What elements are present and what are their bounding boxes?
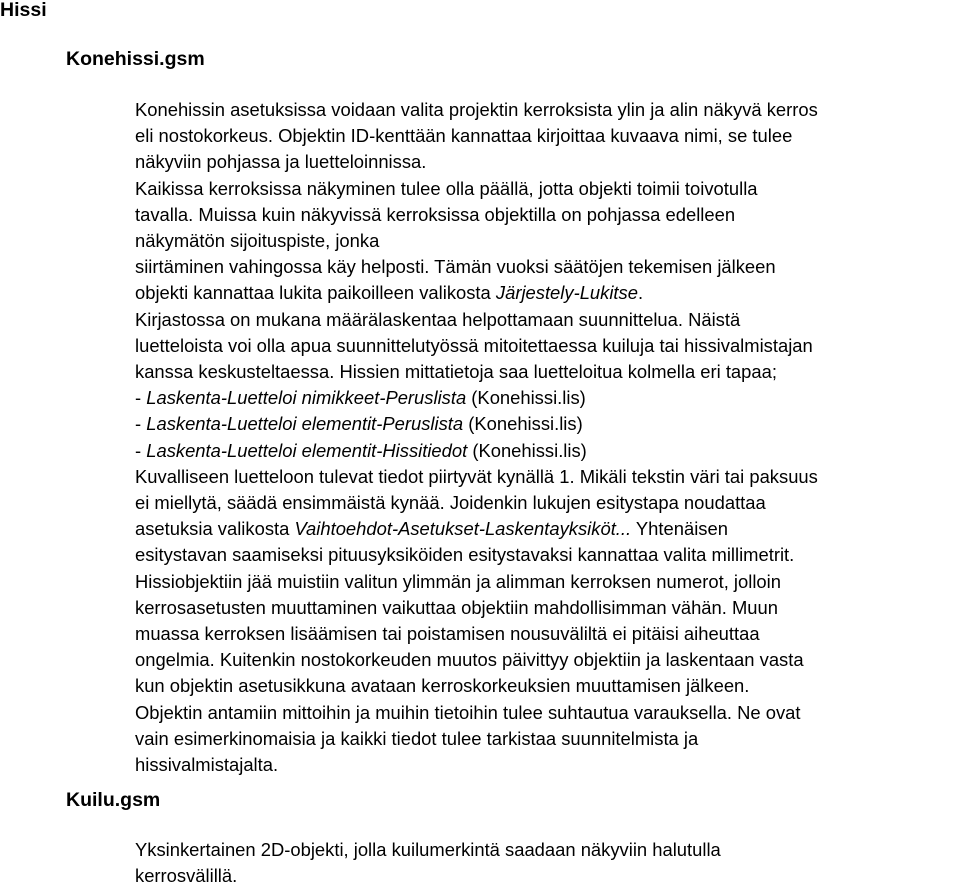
text-run: - — [135, 387, 147, 409]
text-run: objekti kannattaa lukita paikoilleen valikosta — [135, 282, 496, 304]
text-line — [135, 385, 957, 411]
text-line — [135, 700, 957, 726]
text-line — [135, 333, 957, 359]
section-body-konehissi — [135, 97, 957, 778]
text-line — [135, 647, 957, 673]
text-line — [135, 569, 957, 595]
text-line — [135, 516, 957, 542]
text-run: muassa kerroksen lisäämisen tai poistamisen nousuväliltä ei pitäisi aiheuttaa — [135, 623, 760, 645]
text-run: siirtäminen vahingossa käy helposti. Tämän vuoksi säätöjen tekemisen jälkeen — [135, 256, 776, 278]
text-run: ei miellytä, säädä ensimmäistä kynää. Joidenkin lukujen esitystapa noudattaa — [135, 492, 766, 514]
text-run: (Konehissi.lis) — [463, 413, 583, 435]
text-run: asetuksia valikosta — [135, 518, 295, 540]
text-run: Hissiobjektiin jää muistiin valitun ylimmän ja alimman kerroksen numerot, jolloin — [135, 570, 781, 592]
text-run: eli nostokorkeus. Objektin ID-kenttään kannattaa kirjoittaa kuvaava nimi, se tulee — [135, 125, 793, 147]
text-line — [135, 863, 957, 889]
text-line — [135, 621, 957, 647]
text-line — [135, 123, 957, 149]
text-line — [135, 228, 957, 254]
text-run: Kirjastossa on mukana määrälaskentaa helpottamaan suunnittelua. Näistä — [135, 308, 741, 330]
text-line — [135, 542, 957, 568]
text-line — [135, 254, 957, 280]
menu-path-text: Järjestely-Lukitse — [495, 282, 638, 304]
text-run: - — [135, 439, 147, 461]
text-line — [135, 149, 957, 175]
text-line — [135, 359, 957, 385]
text-run: kanssa keskusteltaessa. Hissien mittatietoja saa luetteloitua kolmella eri tapaa; — [135, 361, 777, 383]
menu-path-text: Laskenta-Luetteloi nimikkeet-Peruslista — [146, 387, 467, 409]
text-run: vain esimerkinomaisia ja kaikki tiedot tulee tarkistaa suunnitelmista ja — [135, 727, 699, 749]
text-line — [135, 464, 957, 490]
text-run: esitystavan saamiseksi pituusyksiköiden esitystavaksi kannattaa valita millimetrit. — [135, 544, 795, 566]
text-line — [135, 752, 957, 778]
text-line — [135, 837, 957, 863]
text-line — [135, 490, 957, 516]
text-run: ongelmia. Kuitenkin nostokorkeuden muutos päivittyy objektiin ja laskentaan vasta — [135, 649, 804, 671]
text-run: hissivalmistajalta. — [135, 754, 279, 776]
text-run: tavalla. Muissa kuin näkyvissä kerroksissa objektilla on pohjassa edelleen — [135, 203, 736, 225]
text-run: Kaikissa kerroksissa näkyminen tulee olla päällä, jotta objekti toimii toivotulla — [135, 177, 758, 199]
text-line — [135, 726, 957, 752]
text-run: kerrosasetusten muuttaminen vaikuttaa objektiin mahdollisimman vähän. Muun — [135, 596, 778, 618]
text-run: näkymätön sijoituspiste, jonka — [135, 230, 380, 252]
text-run: Konehissin asetuksissa voidaan valita projektin kerroksista ylin ja alin näkyvä kerros — [135, 99, 818, 120]
menu-path-text: Laskenta-Luetteloi elementit-Peruslista — [146, 413, 464, 435]
text-run: . — [637, 282, 644, 304]
section-title-kuilu: Kuilu.gsm — [66, 789, 161, 811]
text-run: Yksinkertainen 2D-objekti, jolla kuilumerkintä saadaan näkyviin halutulla — [135, 839, 721, 860]
text-run: kun objektin asetusikkuna avataan kerroskorkeuksien muuttamisen jälkeen. — [135, 675, 750, 697]
text-run: (Konehissi.lis) — [467, 439, 587, 461]
text-run: luetteloista voi olla apua suunnittelutyössä mitoitettaessa kuiluja tai hissivalmistajan — [135, 334, 813, 356]
text-run: kerrosvälillä. — [135, 865, 238, 887]
text-run: Kuvalliseen luetteloon tulevat tiedot piirtyvät kynällä 1. Mikäli tekstin väri tai paksuus — [135, 465, 818, 487]
text-line — [135, 411, 957, 437]
text-run: - — [135, 413, 147, 435]
text-run: näkyviin pohjassa ja luetteloinnissa. — [135, 151, 427, 173]
menu-path-text: Laskenta-Luetteloi elementit-Hissitiedot — [146, 439, 468, 461]
text-run: Objektin antamiin mittoihin ja muihin tietoihin tulee suhtautua varauksella. Ne ovat — [135, 701, 801, 723]
text-line — [135, 202, 957, 228]
text-run: (Konehissi.lis) — [466, 387, 586, 409]
text-line — [135, 97, 957, 123]
text-line — [135, 176, 957, 202]
text-run: Yhtenäisen — [631, 518, 728, 540]
menu-path-text: Vaihtoehdot-Asetukset-Laskentayksiköt... — [294, 518, 632, 540]
text-line — [135, 280, 957, 306]
section-body-kuilu — [135, 837, 957, 889]
document-heading: Hissi — [0, 0, 47, 21]
text-line — [135, 307, 957, 333]
text-line — [135, 438, 957, 464]
section-title-konehissi: Konehissi.gsm — [66, 48, 205, 70]
text-line — [135, 595, 957, 621]
text-line — [135, 673, 957, 699]
